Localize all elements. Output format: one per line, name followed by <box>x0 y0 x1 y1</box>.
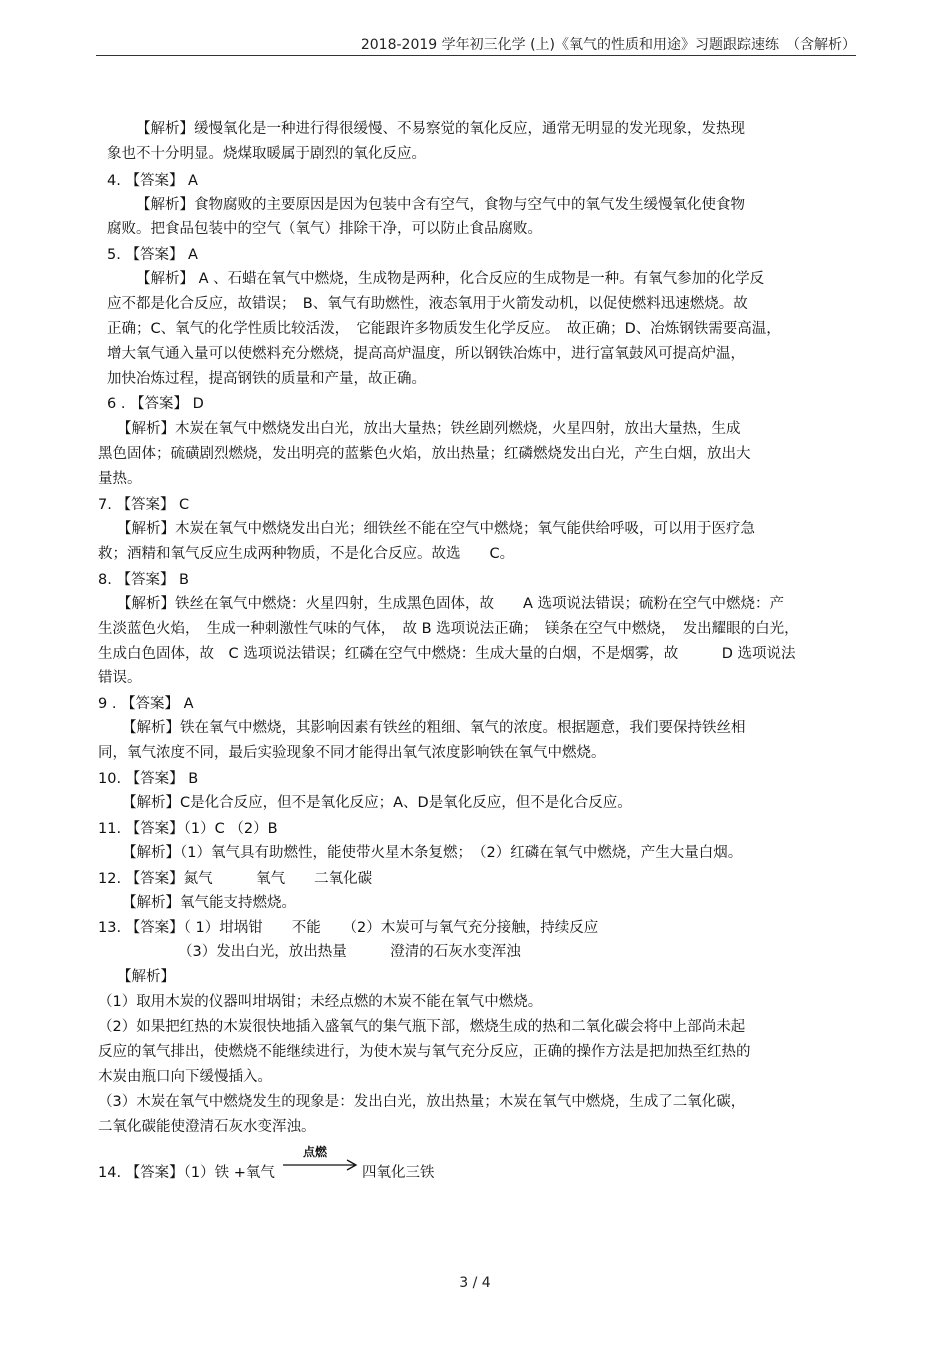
answer-line: 6 . 【答案】 D <box>107 396 204 412</box>
text-line: 二氧化碳能使澄清石灰水变浑浊。 <box>98 1119 316 1135</box>
text-line: 腐败。把食品包装中的空气（氧气）排除干净，可以防止食品腐败。 <box>107 221 542 237</box>
answer-line: 5. 【答案】 A <box>107 247 198 263</box>
reaction-condition: 点燃 <box>303 1145 328 1159</box>
text-line: 【解析】食物腐败的主要原因是因为包装中含有空气，食物与空气中的氧气发生缓慢氧化使食物 <box>136 197 745 213</box>
text-line: 生淡蓝色火焰， 生成一种刺激性气味的气体， 故 B 选项说法正确； 镁条在空气中燃烧， 发出耀眼的白光， <box>98 621 799 637</box>
answer-line: 10. 【答案】 B <box>98 771 199 787</box>
text-line: 增大氧气通入量可以使燃料充分燃烧，提高高炉温度，所以钢铁冶炼中，进行富氧鼓风可提高炉温， <box>107 346 745 362</box>
text-line: 【解析】（1）氧气具有助燃性，能使带火星木条复燃； （2）红磷在氧气中燃烧，产生大量白烟。 <box>122 845 743 861</box>
text-line: 【解析】木炭在氧气中燃烧发出白光，放出大量热；铁丝剧列燃烧，火星四射，放出大量热，生成 <box>117 421 741 437</box>
text-line: 【解析】 A 、石蜡在氧气中燃烧，生成物是两种，化合反应的生成物是一种。有氧气参加的化学反 <box>136 271 765 287</box>
answer-line: 13. 【答案】（ 1）坩埚钳 不能 （2）木炭可与氧气充分接触，持续反应 <box>98 920 599 936</box>
text-line: 【解析】缓慢氧化是一种进行得很缓慢、不易察觉的氧化反应，通常无明显的发光现象，发热现 <box>136 121 745 137</box>
text-line: 【解析】铁在氧气中燃烧，其影响因素有铁丝的粗细、氧气的浓度。根据题意，我们要保持铁丝相 <box>122 720 746 736</box>
answer-line: 9 . 【答案】 A <box>98 696 194 712</box>
text-line: 同，氧气浓度不同，最后实验现象不同才能得出氧气浓度影响铁在氧气中燃烧。 <box>98 745 606 761</box>
text-line: 象也不十分明显。烧煤取暖属于剧烈的氧化反应。 <box>107 146 426 162</box>
page-header: 2018-2019 学年初三化学 (上)《氧气的性质和用途》习题跟踪速练 （含解析） <box>360 37 856 53</box>
reaction-arrow <box>283 1145 361 1172</box>
equation-product: 四氧化三铁 <box>362 1165 435 1181</box>
text-line: 木炭由瓶口向下缓慢插入。 <box>98 1069 272 1085</box>
text-line: 【解析】氧气能支持燃烧。 <box>122 895 296 911</box>
text-line: 【解析】铁丝在氧气中燃烧：火星四射，生成黑色固体，故 A 选项说法错误；硫粉在空气中燃烧：产 <box>117 596 785 612</box>
page-number: 3 / 4 <box>459 1275 491 1291</box>
text-line: 反应的氧气排出，使燃烧不能继续进行，为使木炭与氧气充分反应，正确的操作方法是把加热至红热的 <box>98 1044 751 1060</box>
text-line: 【解析】木炭在氧气中燃烧发出白光；细铁丝不能在空气中燃烧；氧气能供给呼吸，可以用于医疗急 <box>117 521 755 537</box>
arrow-right-icon <box>283 1158 361 1172</box>
answer-line: 11. 【答案】（1）C （2）B <box>98 821 278 837</box>
text-line: 错误。 <box>98 670 142 686</box>
text-line: 救；酒精和氧气反应生成两种物质，不是化合反应。故选 C。 <box>98 546 515 562</box>
answer-line: 4. 【答案】 A <box>107 173 198 189</box>
header-divider <box>96 55 856 56</box>
text-line: （1）取用木炭的仪器叫坩埚钳；未经点燃的木炭不能在氧气中燃烧。 <box>98 994 543 1010</box>
text-line: 生成白色固体，故 C 选项说法错误；红磷在空气中燃烧：生成大量的白烟，不是烟雾，故 D 选项说法 <box>98 646 796 662</box>
answer-line: 8. 【答案】 B <box>98 572 189 588</box>
text-line: 【解析】C是化合反应，但不是氧化反应；A、D是氧化反应，但不是化合反应。 <box>122 795 632 811</box>
text-line: 量热。 <box>98 471 142 487</box>
text-line: （3）发出白光，放出热量 澄清的石灰水变浑浊 <box>178 944 521 960</box>
text-line: （2）如果把红热的木炭很快地插入盛氧气的集气瓶下部，燃烧生成的热和二氧化碳会将中上部尚未起 <box>98 1019 746 1035</box>
text-line: 应不都是化合反应，故错误； B、氧气有助燃性，液态氧用于火箭发动机，以促使燃料迅速燃烧。故 <box>107 296 748 312</box>
text-line: （3）木炭在氧气中燃烧发生的现象是：发出白光，放出热量；木炭在氧气中燃烧，生成了二氧化碳， <box>98 1094 746 1110</box>
equation-prefix: 14. 【答案】（1）铁 +氧气 <box>98 1165 275 1181</box>
text-line: 【解析】 <box>117 969 175 985</box>
text-line: 加快冶炼过程，提高钢铁的质量和产量，故正确。 <box>107 371 426 387</box>
answer-line: 12. 【答案】氮气 氧气 二氧化碳 <box>98 871 373 887</box>
text-line: 正确；C、氧气的化学性质比较活泼， 它能跟许多物质发生化学反应。 故正确；D、冶炼钢铁需要高温， <box>107 321 781 337</box>
answer-line: 7. 【答案】 C <box>98 497 190 513</box>
text-line: 黑色固体；硫磺剧烈燃烧，发出明亮的蓝紫色火焰，放出热量；红磷燃烧发出白光，产生白烟，放出大 <box>98 446 751 462</box>
